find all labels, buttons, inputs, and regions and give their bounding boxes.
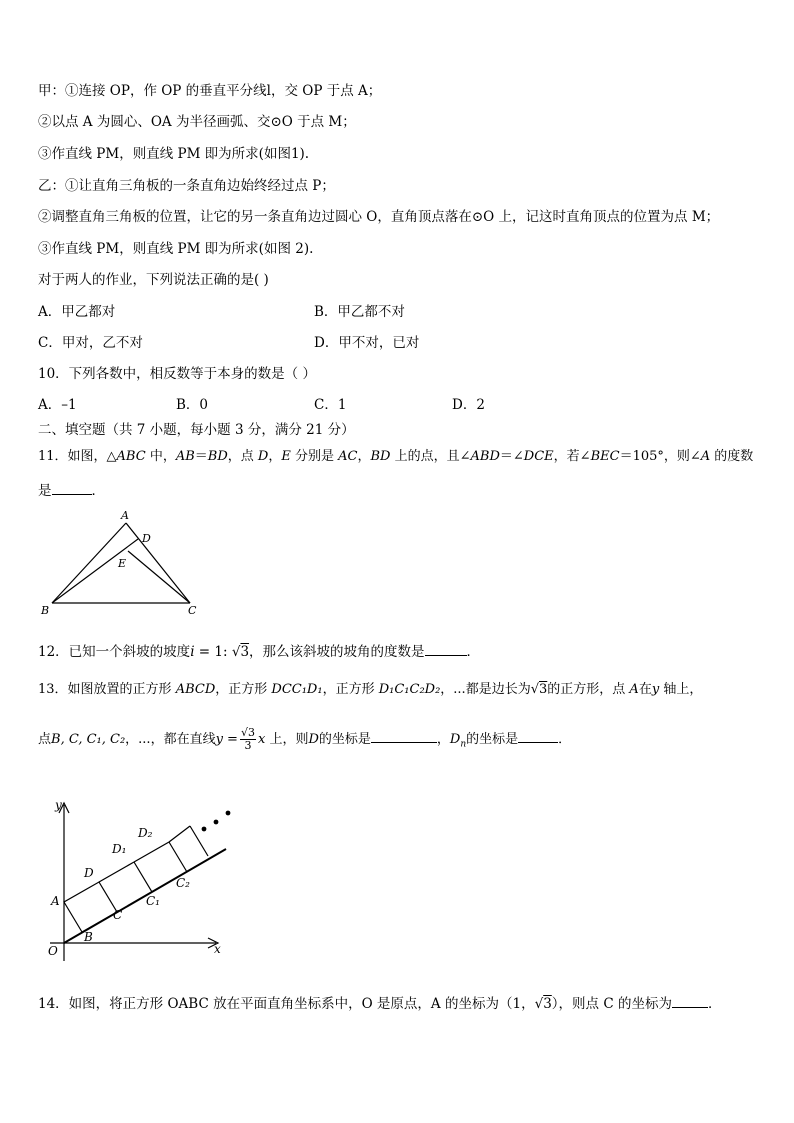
q11-text: 上的点，且∠ xyxy=(390,449,471,464)
q11-var: BD xyxy=(370,449,391,464)
q10-option-d: D．2 xyxy=(452,397,485,413)
q14-stem xyxy=(38,993,721,1013)
q11-text: 分别是 xyxy=(290,449,339,464)
sqrt-sign: √ xyxy=(231,644,241,660)
fraction-numerator: √3 xyxy=(240,726,255,739)
fraction xyxy=(240,727,256,752)
segment-d1-d2 xyxy=(134,842,169,862)
q9-option-c: C．甲对，乙不对 xyxy=(38,335,143,351)
radicand: 3 xyxy=(543,996,552,1012)
jia-step-2: ②以点 A 为圆心、OA 为半径画弧、交⊙O 于点 M； xyxy=(38,114,356,130)
q14-text: 14．如图，将正方形 OABC 放在平面直角坐标系中，O 是原点，A 的坐标为（1， xyxy=(38,996,535,1012)
q11-var: E xyxy=(281,449,291,464)
q13-var: B, C, C₁, C₂ xyxy=(51,732,126,747)
q13-text: ． xyxy=(558,732,572,747)
q13-var: A xyxy=(629,682,639,697)
q12-text: ，那么该斜坡的坡角的度数是 xyxy=(249,644,425,660)
label-d1: D₁ xyxy=(112,842,127,856)
q13-text: 在 xyxy=(638,682,652,697)
q13-text: 13．如图放置的正方形 xyxy=(38,682,176,697)
label-y: y xyxy=(55,798,62,812)
q11-text: ＝∠ xyxy=(499,449,524,464)
q13-text: ， xyxy=(436,732,450,747)
q11-triangle: △ABC xyxy=(106,449,146,464)
label-c: C xyxy=(113,908,123,922)
section-heading: 二、填空题（共 7 小题，每小题 3 分，满分 21 分） xyxy=(38,422,355,438)
label-a: A xyxy=(51,894,60,908)
segment-d1-c1 xyxy=(134,862,152,892)
q13-stem xyxy=(38,681,702,699)
q13-text: ，正方形 xyxy=(322,682,379,697)
answer-blank[interactable] xyxy=(672,993,708,1008)
q11-text: 的度数 xyxy=(710,449,754,464)
q14-text: ． xyxy=(707,996,722,1012)
sqrt-sign: √ xyxy=(534,996,544,1012)
q11-line2 xyxy=(38,480,105,500)
square-abcd xyxy=(64,882,117,932)
dot xyxy=(226,811,231,816)
q11-text: 是 xyxy=(38,483,52,499)
q11-number: 11．如图， xyxy=(38,449,107,464)
q13-text: ，正方形 xyxy=(215,682,272,697)
q13-var: D xyxy=(308,732,319,747)
q13-text: ，...，都在直线 xyxy=(125,732,216,747)
q11-var: A xyxy=(700,449,711,464)
q11-var: BEC xyxy=(590,449,620,464)
answer-blank[interactable] xyxy=(518,728,558,743)
q9-option-a: A．甲乙都对 xyxy=(38,304,116,320)
answer-blank[interactable] xyxy=(52,480,92,495)
q11-triangle-figure xyxy=(30,506,210,620)
yi-step-3: ③作直线 PM，则直线 PM 即为所求(如图 2). xyxy=(38,241,314,257)
radicand: 3 xyxy=(539,682,548,697)
dot xyxy=(214,820,219,825)
q11-stem xyxy=(38,448,753,466)
q12-text: = 1: xyxy=(194,644,232,660)
label-b: B xyxy=(84,930,93,944)
label-d: D xyxy=(142,532,151,545)
dot xyxy=(202,827,207,832)
q14-text: ），则点 C 的坐标为 xyxy=(551,996,672,1012)
q11-text: ， xyxy=(268,449,282,464)
answer-blank[interactable] xyxy=(425,641,467,656)
q11-var: AC xyxy=(338,449,358,464)
label-x: x xyxy=(214,942,221,956)
sqrt-sign: √ xyxy=(530,682,539,697)
q13-var: D xyxy=(449,732,461,747)
radicand: 3 xyxy=(240,644,250,660)
q11-var: BD xyxy=(207,449,228,464)
segment-ba xyxy=(52,523,126,603)
answer-blank[interactable] xyxy=(371,728,437,743)
label-c2: C₂ xyxy=(176,876,190,890)
q13-text: ，...都是边长为 xyxy=(440,682,531,697)
q11-text: ， xyxy=(357,449,371,464)
label-b: B xyxy=(41,604,50,617)
yi-step-1: 乙：①让直角三角板的一条直角边始终经过点 P； xyxy=(38,178,335,194)
q13-text: 上，则 xyxy=(265,732,309,747)
q12-var: i xyxy=(190,644,195,660)
q13-var: x xyxy=(257,732,266,747)
q11-text: ＝ xyxy=(194,449,208,464)
q11-text: ，若∠ xyxy=(553,449,591,464)
segment-d-d1 xyxy=(99,862,134,882)
q10-option-b: B．0 xyxy=(176,397,209,413)
label-a: A xyxy=(121,509,129,522)
fraction-denominator: 3 xyxy=(244,739,252,752)
q10-option-c: C．1 xyxy=(314,397,347,413)
q9-option-d: D．甲不对，已对 xyxy=(314,335,420,351)
segment-ac xyxy=(126,523,190,603)
jia-step-1: 甲：①连接 OP，作 OP 的垂直平分线l，交 OP 于点 A； xyxy=(38,83,382,99)
q11-var: ABD xyxy=(470,449,500,464)
q13-subscript: n xyxy=(460,739,467,750)
segment-ce xyxy=(128,551,190,603)
yi-step-2: ②调整直角三角板的位置，让它的另一条直角边过圆心 O，直角顶点落在⊙O 上，记这时直角顶点的位置为点 M； xyxy=(38,209,720,225)
label-d: D xyxy=(84,866,94,880)
q13-text: 的坐标是 xyxy=(466,732,519,747)
segment-d2-c2 xyxy=(169,842,187,872)
q13-text: 轴上， xyxy=(659,682,703,697)
q13-var: y xyxy=(651,682,660,697)
label-d2: D₂ xyxy=(138,826,153,840)
q9-stem: 对于两人的作业，下列说法正确的是( ) xyxy=(38,272,269,288)
q13-var: D₁C₁C₂D₂ xyxy=(378,682,441,697)
q13-var: DCC₁D₁ xyxy=(271,682,323,697)
q11-text: ． xyxy=(91,483,105,499)
jia-step-3: ③作直线 PM，则直线 PM 即为所求(如图1). xyxy=(38,146,310,162)
q12-text: ． xyxy=(466,644,481,660)
q9-option-b: B．甲乙都不对 xyxy=(314,304,405,320)
segment-d2-top xyxy=(169,826,190,842)
label-e: E xyxy=(118,557,127,570)
q13-line2 xyxy=(38,727,571,754)
q11-var: D xyxy=(257,449,269,464)
label-c: C xyxy=(188,604,197,617)
q11-text: ＝105°，则∠ xyxy=(619,449,701,464)
q12-stem xyxy=(38,641,480,661)
q13-squares-figure xyxy=(40,795,240,970)
q10-option-a: A．–1 xyxy=(38,397,77,413)
label-o: O xyxy=(48,944,58,958)
label-c1: C₁ xyxy=(146,894,160,908)
q13-text: 的正方形，点 xyxy=(547,682,630,697)
q13-text: 的坐标是 xyxy=(318,732,371,747)
q13-var: y = xyxy=(215,732,238,747)
q11-text: ，点 xyxy=(227,449,258,464)
q11-var: AB xyxy=(175,449,195,464)
q13-var: ABCD xyxy=(175,682,216,697)
segment-bd xyxy=(52,539,138,603)
q10-stem: 10．下列各数中，相反数等于本身的数是（ ） xyxy=(38,366,316,382)
q11-text: 中， xyxy=(145,449,176,464)
q11-var: DCE xyxy=(523,449,554,464)
q12-text: 12．已知一个斜坡的坡度 xyxy=(38,644,191,660)
q13-text: 点 xyxy=(38,732,52,747)
